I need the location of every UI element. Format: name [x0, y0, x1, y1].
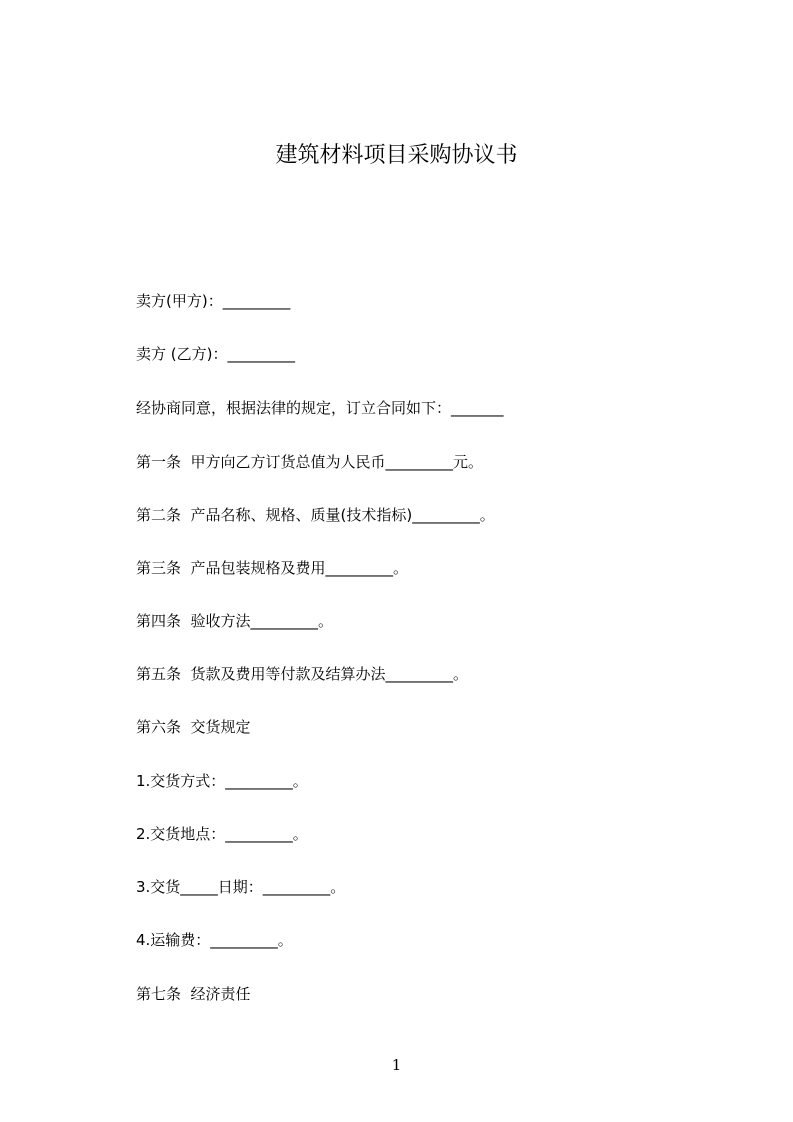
- article-4-line: 第四条 验收方法_________。: [136, 612, 334, 630]
- delivery-location-line: 2.交货地点：_________。: [136, 825, 308, 843]
- article-2-line: 第二条 产品名称、规格、质量(技术指标)_________。: [136, 506, 495, 524]
- page-number: 1: [391, 1056, 402, 1074]
- article-6-heading: 第六条 交货规定: [136, 718, 251, 736]
- delivery-method-line: 1.交货方式：_________。: [136, 772, 308, 790]
- article-1-line: 第一条 甲方向乙方订货总值为人民币_________元。: [136, 453, 484, 471]
- article-5-line: 第五条 货款及费用等付款及结算办法_________。: [136, 665, 469, 683]
- document-title: 建筑材料项目采购协议书: [275, 143, 518, 168]
- seller-party-a-line: 卖方(甲方)：_________: [136, 292, 291, 310]
- seller-party-b-line: 卖方 (乙方)：_________: [136, 345, 295, 363]
- delivery-date-line: 3.交货_____日期：_________。: [136, 878, 346, 896]
- article-3-line: 第三条 产品包装规格及费用_________。: [136, 559, 409, 577]
- article-7-heading: 第七条 经济责任: [136, 985, 251, 1003]
- agreement-intro-line: 经协商同意，根据法律的规定，订立合同如下：_______: [136, 399, 504, 417]
- shipping-fee-line: 4.运输费：_________。: [136, 931, 293, 949]
